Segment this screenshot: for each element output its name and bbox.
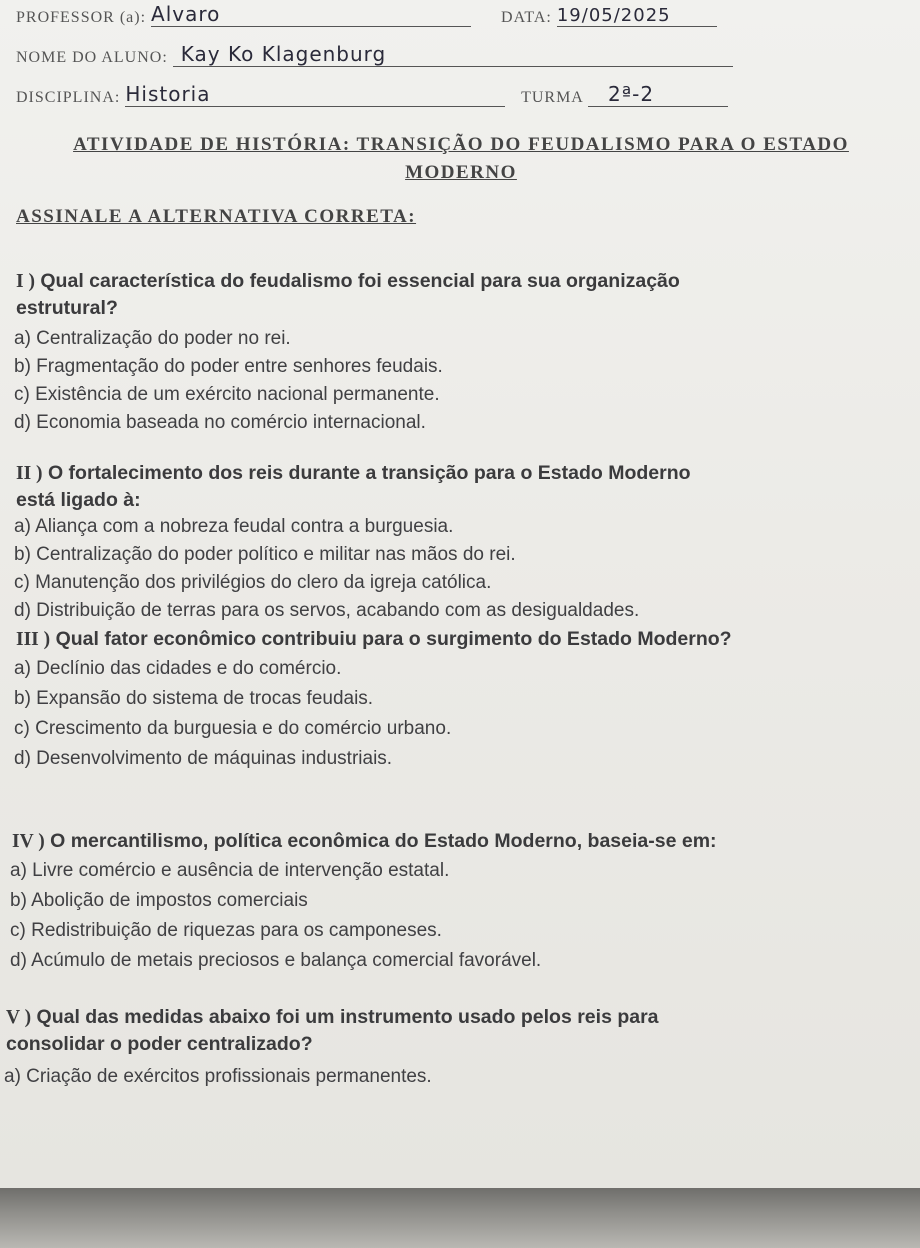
aluno-label: NOME DO ALUNO: bbox=[16, 49, 168, 66]
option-1d[interactable]: d) Economia baseada no comércio internacional. bbox=[14, 412, 426, 433]
page-title-continued bbox=[16, 158, 906, 188]
professor-row bbox=[16, 2, 717, 27]
desk-surface bbox=[0, 1188, 920, 1248]
option-1a[interactable]: a) Centralização do poder no rei. bbox=[14, 328, 291, 349]
option-3d[interactable]: d) Desenvolvimento de máquinas industriais. bbox=[14, 748, 393, 769]
turma-label: TURMA bbox=[521, 89, 583, 106]
option-5a[interactable]: a) Criação de exércitos profissionais permanentes. bbox=[4, 1066, 432, 1087]
option-4a[interactable]: a) Livre comércio e ausência de intervenção estatal. bbox=[10, 860, 450, 881]
question-text: O mercantilismo, política econômica do Estado Moderno, baseia-se em: bbox=[50, 830, 717, 852]
title-line-2: MODERNO bbox=[405, 162, 517, 183]
option-1b[interactable]: b) Fragmentação do poder entre senhores feudais. bbox=[14, 356, 443, 377]
instruction-heading: ASSINALE A ALTERNATIVA CORRETA: bbox=[16, 206, 417, 227]
option-3a[interactable]: a) Declínio das cidades e do comércio. bbox=[14, 658, 342, 679]
question-4 bbox=[12, 828, 917, 855]
data-label: DATA: bbox=[501, 9, 552, 26]
question-text: Qual das medidas abaixo foi um instrumento usado pelos reis para bbox=[36, 1006, 659, 1028]
question-text: O fortalecimento dos reis durante a transição para o Estado Moderno bbox=[47, 462, 691, 484]
question-5 bbox=[6, 1004, 911, 1057]
disciplina-value: Historia bbox=[125, 82, 211, 106]
question-1 bbox=[16, 268, 906, 321]
question-3 bbox=[16, 626, 916, 653]
disciplina-label: DISCIPLINA: bbox=[16, 89, 121, 106]
question-text-cont: está ligado à: bbox=[16, 489, 141, 511]
professor-label: PROFESSOR (a): bbox=[16, 9, 147, 26]
option-2d[interactable]: d) Distribuição de terras para os servos, acabando com as desigualdades. bbox=[14, 600, 640, 621]
option-4c[interactable]: c) Redistribuição de riquezas para os camponeses. bbox=[10, 920, 442, 941]
aluno-value: Kay Ko Klagenburg bbox=[180, 42, 387, 66]
option-2a[interactable]: a) Aliança com a nobreza feudal contra a burguesia. bbox=[14, 516, 454, 537]
title-line-1: ATIVIDADE DE HISTÓRIA: TRANSIÇÃO DO FEUDALISMO PARA O ESTADO bbox=[73, 134, 849, 155]
question-text: Qual característica do feudalismo foi essencial para sua organização bbox=[40, 270, 680, 292]
question-number: II ) bbox=[16, 463, 43, 484]
option-1c[interactable]: c) Existência de um exército nacional permanente. bbox=[14, 384, 440, 405]
question-text-cont: estrutural? bbox=[16, 297, 118, 319]
turma-value: 2ª-2 bbox=[607, 82, 655, 106]
option-4d[interactable]: d) Acúmulo de metais preciosos e balança comercial favorável. bbox=[10, 950, 542, 971]
question-number: IV ) bbox=[12, 831, 45, 852]
question-text-cont: consolidar o poder centralizado? bbox=[6, 1033, 313, 1055]
option-2b[interactable]: b) Centralização do poder político e militar nas mãos do rei. bbox=[14, 544, 516, 565]
page-title bbox=[16, 130, 906, 160]
option-4b[interactable]: b) Abolição de impostos comerciais bbox=[10, 890, 308, 911]
aluno-row bbox=[16, 42, 733, 67]
question-number: V ) bbox=[6, 1007, 32, 1028]
data-value: 19/05/2025 bbox=[556, 5, 671, 26]
disciplina-row bbox=[16, 82, 728, 107]
question-text: Qual fator econômico contribuiu para o surgimento do Estado Moderno? bbox=[55, 628, 732, 650]
professor-value: Alvaro bbox=[151, 2, 221, 26]
question-number: I ) bbox=[16, 271, 35, 292]
option-2c[interactable]: c) Manutenção dos privilégios do clero da igreja católica. bbox=[14, 572, 492, 593]
question-2 bbox=[16, 460, 906, 513]
question-number: III ) bbox=[16, 629, 51, 650]
option-3b[interactable]: b) Expansão do sistema de trocas feudais. bbox=[14, 688, 374, 709]
option-3c[interactable]: c) Crescimento da burguesia e do comércio urbano. bbox=[14, 718, 452, 739]
